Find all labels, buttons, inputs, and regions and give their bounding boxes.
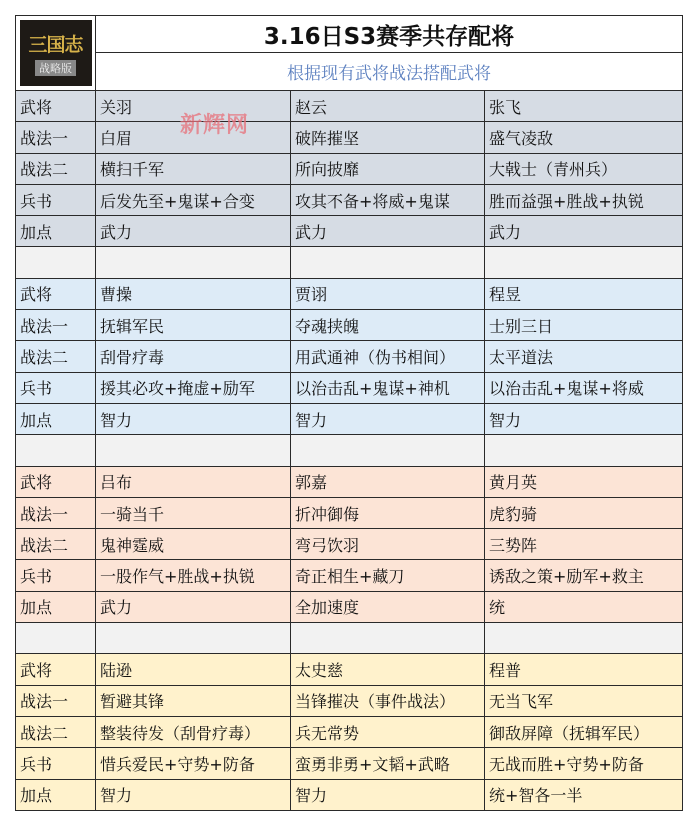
table-row: [16, 184, 683, 215]
row-label: 武将: [16, 91, 96, 122]
table-cell: 统+智各一半: [485, 779, 683, 810]
table-row: [16, 779, 683, 810]
row-label: 兵书: [16, 748, 96, 779]
table-cell: 虎豹骑: [485, 497, 683, 528]
empty-cell: [16, 435, 96, 466]
table-row: [16, 403, 683, 434]
table-row: [16, 591, 683, 622]
empty-cell: [16, 623, 96, 654]
table-cell: 御敌屏障（抚辑军民）: [485, 716, 683, 747]
table-cell: 曹操: [96, 278, 291, 309]
table-cell: 破阵摧坚: [291, 122, 485, 153]
lineup-table: [15, 15, 683, 811]
table-row: [16, 153, 683, 184]
table-cell: 以治击乱+鬼谋+神机: [291, 372, 485, 403]
table-cell: 诱敌之策+励军+救主: [485, 560, 683, 591]
table-row: [16, 497, 683, 528]
table-cell: 张飞: [485, 91, 683, 122]
table-cell: 智力: [485, 403, 683, 434]
table-cell: 白眉: [96, 122, 291, 153]
subtitle-row: [16, 53, 683, 91]
empty-cell: [485, 435, 683, 466]
table-cell: 折冲御侮: [291, 497, 485, 528]
table-cell: 太平道法: [485, 341, 683, 372]
empty-cell: [291, 435, 485, 466]
row-label: 加点: [16, 403, 96, 434]
table-row: [16, 560, 683, 591]
table-cell: 统: [485, 591, 683, 622]
table-cell: 程昱: [485, 278, 683, 309]
table-row: [16, 372, 683, 403]
empty-cell: [291, 247, 485, 278]
row-label: 武将: [16, 466, 96, 497]
table-row: [16, 654, 683, 685]
table-cell: 关羽: [96, 91, 291, 122]
empty-cell: [485, 623, 683, 654]
table-cell: 暂避其锋: [96, 685, 291, 716]
table-cell: 整装待发（刮骨疗毒）: [96, 716, 291, 747]
table-cell: 武力: [291, 216, 485, 247]
table-cell: 夺魂挟魄: [291, 310, 485, 341]
table-cell: 攻其不备+将威+鬼谋: [291, 184, 485, 215]
table-cell: 当锋摧决（事件战法）: [291, 685, 485, 716]
page-title: 3.16日S3赛季共存配将: [96, 16, 683, 53]
table-cell: 刮骨疗毒: [96, 341, 291, 372]
table-cell: 一股作气+胜战+执锐: [96, 560, 291, 591]
table-cell: 陆逊: [96, 654, 291, 685]
empty-cell: [291, 623, 485, 654]
row-label: 战法二: [16, 716, 96, 747]
spacer-row: [16, 623, 683, 654]
table-row: [16, 91, 683, 122]
table-cell: 弯弓饮羽: [291, 529, 485, 560]
row-label: 战法一: [16, 122, 96, 153]
table-cell: 蛮勇非勇+文韬+武略: [291, 748, 485, 779]
table-cell: 吕布: [96, 466, 291, 497]
table-row: [16, 466, 683, 497]
table-cell: 智力: [291, 779, 485, 810]
table-cell: 贾诩: [291, 278, 485, 309]
table-cell: 无当飞军: [485, 685, 683, 716]
table-cell: 兵无常势: [291, 716, 485, 747]
table-cell: 大戟士（青州兵）: [485, 153, 683, 184]
title-row: [16, 16, 683, 53]
empty-cell: [96, 247, 291, 278]
row-label: 战法二: [16, 341, 96, 372]
lineup-table-container: [15, 15, 682, 811]
table-cell: 赵云: [291, 91, 485, 122]
table-cell: 太史慈: [291, 654, 485, 685]
row-label: 武将: [16, 278, 96, 309]
table-cell: 智力: [291, 403, 485, 434]
logo: [16, 16, 96, 91]
table-cell: 郭嘉: [291, 466, 485, 497]
logo-main-text: 三国志: [28, 34, 83, 56]
table-cell: 用武通神（伪书相间）: [291, 341, 485, 372]
row-label: 加点: [16, 591, 96, 622]
page-subtitle: 根据现有武将战法搭配武将: [96, 53, 683, 91]
watermark: 新辉网: [180, 113, 250, 138]
empty-cell: [16, 247, 96, 278]
table-cell: 奇正相生+藏刀: [291, 560, 485, 591]
table-cell: 程普: [485, 654, 683, 685]
table-cell: 抚辑军民: [96, 310, 291, 341]
table-cell: 黄月英: [485, 466, 683, 497]
table-cell: 鬼神霆威: [96, 529, 291, 560]
row-label: 战法一: [16, 685, 96, 716]
logo-sub-text: 战略版: [35, 60, 76, 76]
table-row: [16, 278, 683, 309]
table-row: [16, 529, 683, 560]
table-cell: 后发先至+鬼谋+合变: [96, 184, 291, 215]
table-cell: 以治击乱+鬼谋+将威: [485, 372, 683, 403]
table-row: [16, 122, 683, 153]
table-row: [16, 216, 683, 247]
table-cell: 横扫千军: [96, 153, 291, 184]
table-cell: 三势阵: [485, 529, 683, 560]
row-label: 武将: [16, 654, 96, 685]
table-cell: 全加速度: [291, 591, 485, 622]
spacer-row: [16, 435, 683, 466]
table-cell: 智力: [96, 779, 291, 810]
table-cell: 武力: [485, 216, 683, 247]
table-row: [16, 310, 683, 341]
table-row: [16, 685, 683, 716]
empty-cell: [96, 435, 291, 466]
row-label: 战法二: [16, 529, 96, 560]
row-label: 战法一: [16, 310, 96, 341]
empty-cell: [485, 247, 683, 278]
table-cell: 智力: [96, 403, 291, 434]
table-cell: 援其必攻+掩虚+励军: [96, 372, 291, 403]
row-label: 兵书: [16, 184, 96, 215]
row-label: 加点: [16, 779, 96, 810]
row-label: 兵书: [16, 372, 96, 403]
table-cell: 胜而益强+胜战+执锐: [485, 184, 683, 215]
table-cell: 士别三日: [485, 310, 683, 341]
row-label: 兵书: [16, 560, 96, 591]
table-cell: 武力: [96, 591, 291, 622]
table-cell: 武力: [96, 216, 291, 247]
empty-cell: [96, 623, 291, 654]
row-label: 战法二: [16, 153, 96, 184]
row-label: 战法一: [16, 497, 96, 528]
table-cell: 惜兵爱民+守势+防备: [96, 748, 291, 779]
table-row: [16, 716, 683, 747]
spacer-row: [16, 247, 683, 278]
table-cell: 无战而胜+守势+防备: [485, 748, 683, 779]
table-row: [16, 748, 683, 779]
table-cell: 一骑当千: [96, 497, 291, 528]
table-cell: 所向披靡: [291, 153, 485, 184]
table-cell: 盛气凌敌: [485, 122, 683, 153]
table-row: [16, 341, 683, 372]
row-label: 加点: [16, 216, 96, 247]
